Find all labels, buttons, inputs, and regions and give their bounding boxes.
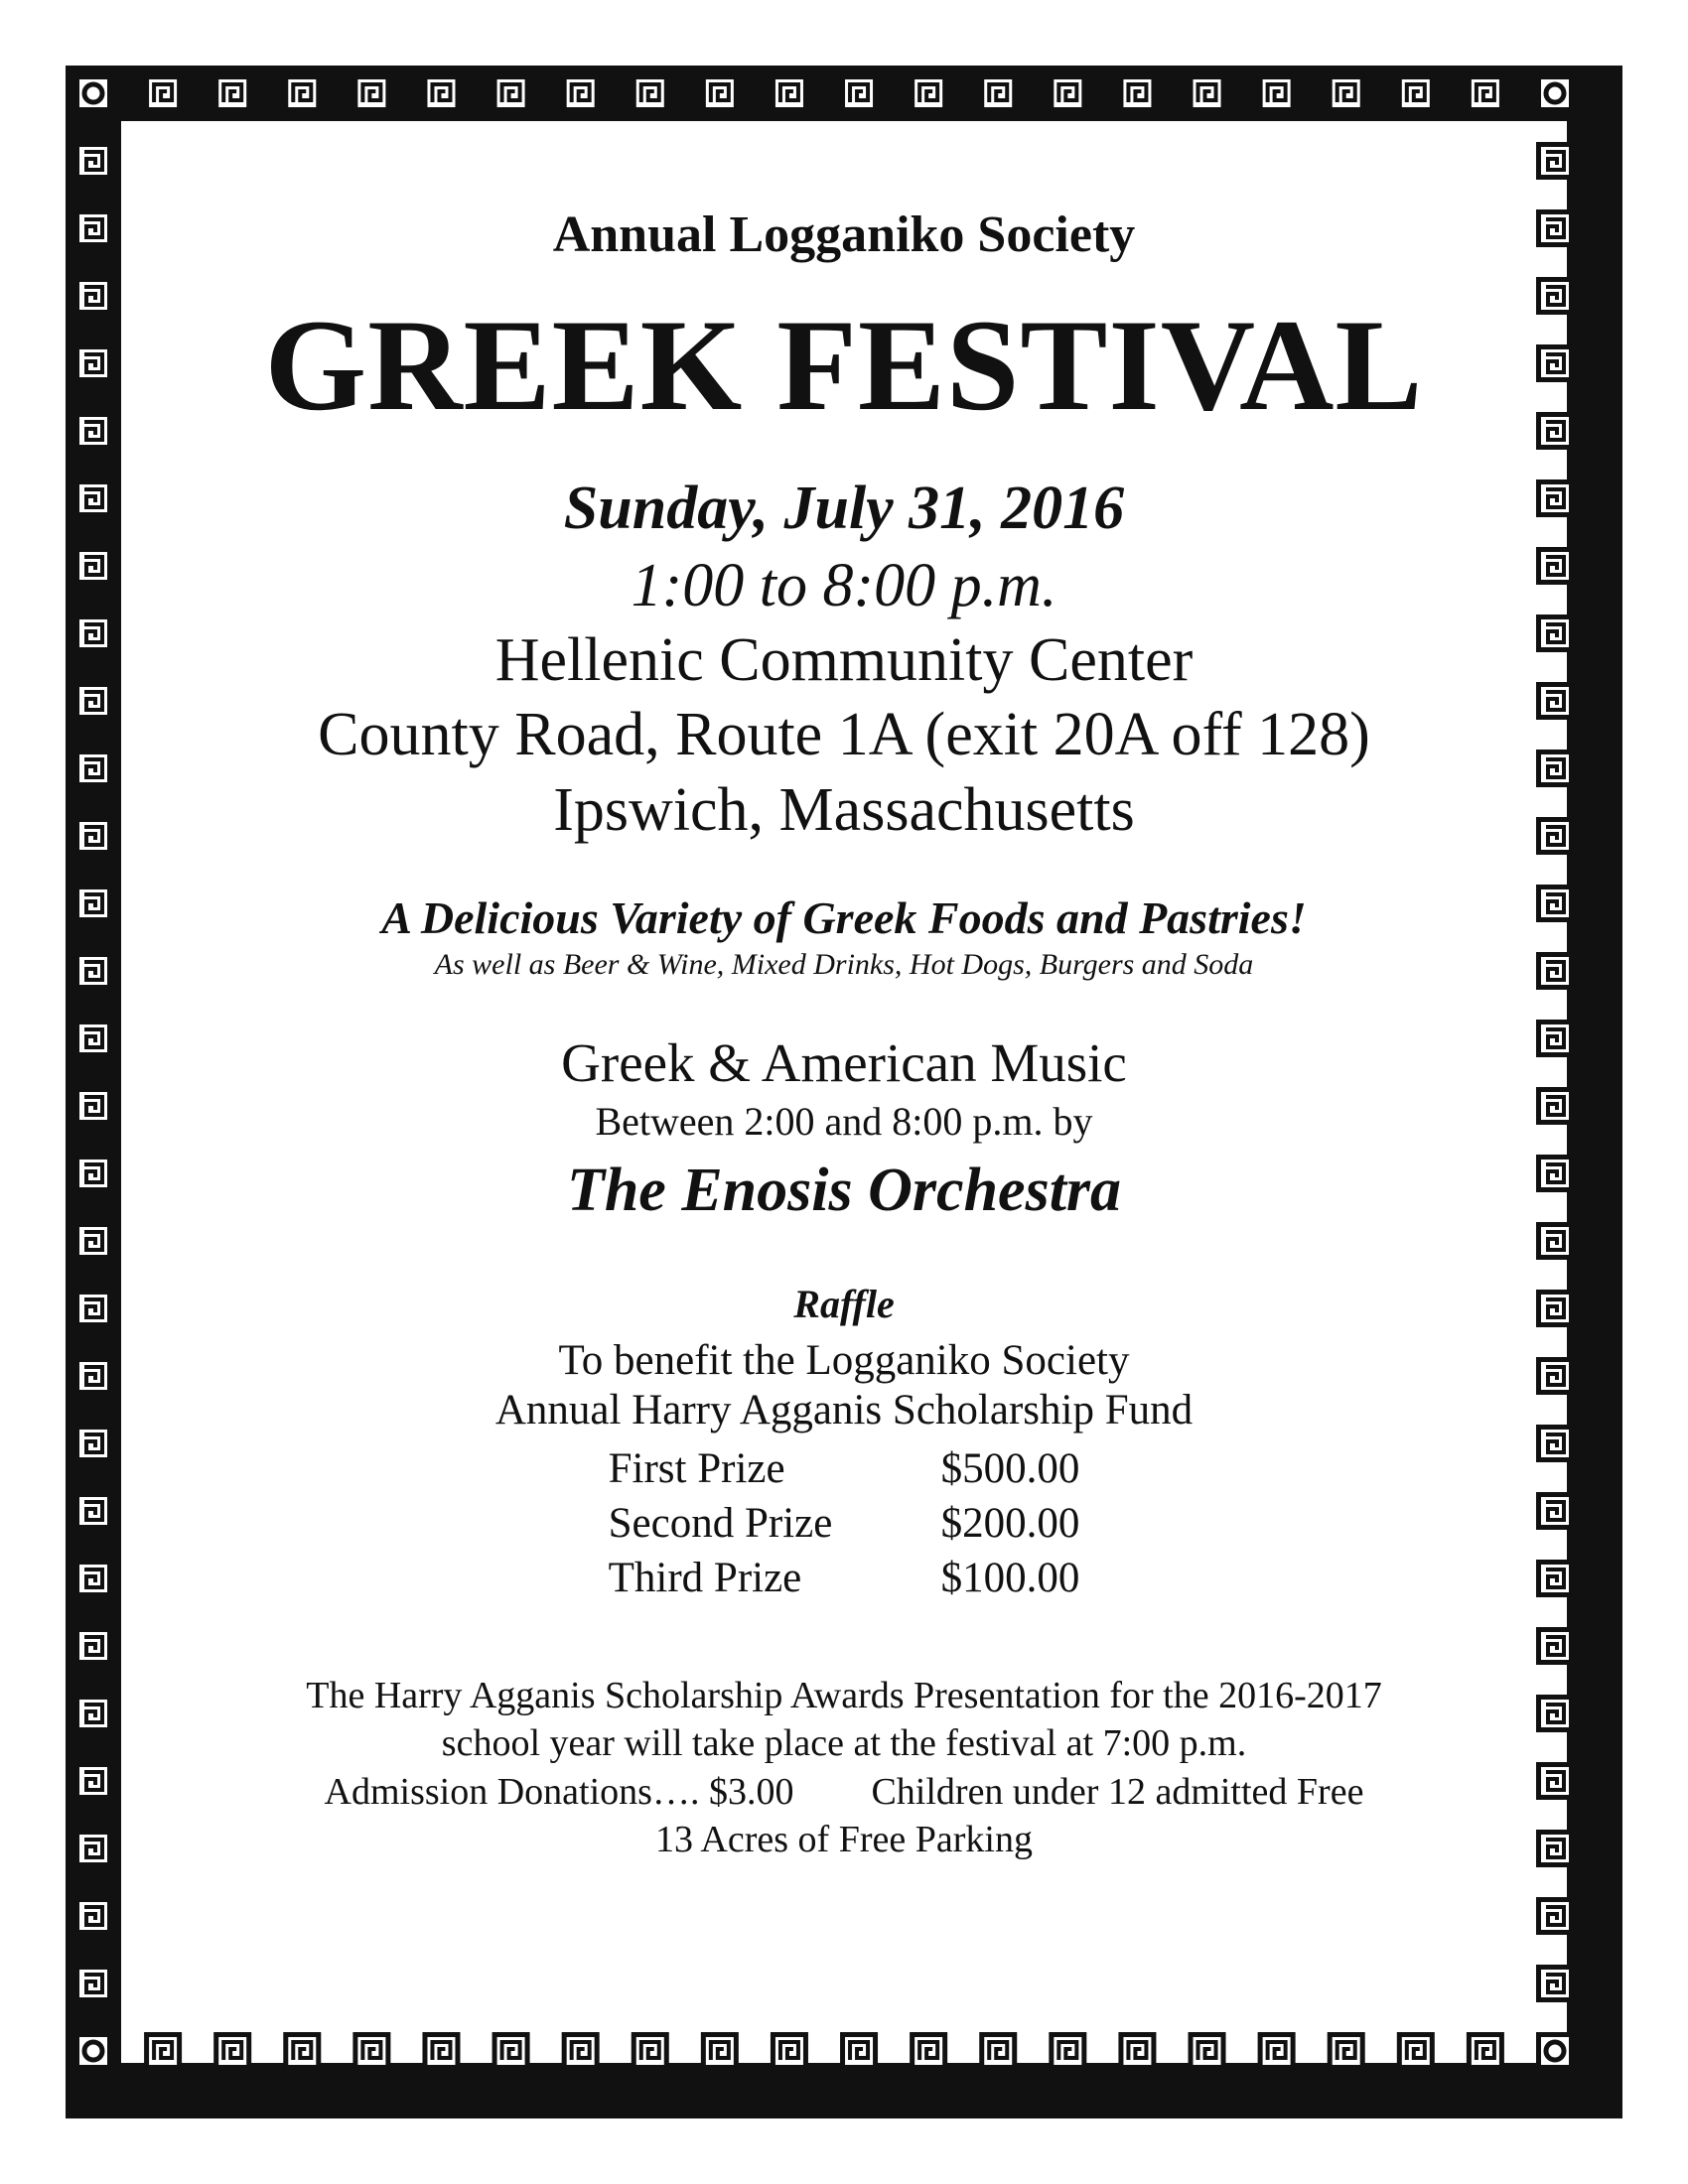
- greek-key-icon: [1539, 1833, 1572, 1865]
- greek-key-icon: [77, 212, 110, 245]
- greek-key-icon: [1539, 482, 1572, 515]
- greek-key-icon: [77, 280, 110, 313]
- greek-key-icon: [77, 415, 110, 448]
- greek-key-icon: [77, 1225, 110, 1258]
- greek-key-icon: [216, 2035, 249, 2068]
- greek-key-icon: [1539, 617, 1572, 650]
- greek-key-icon: [355, 2035, 388, 2068]
- greek-key-icon: [1399, 77, 1432, 110]
- children-free: Children under 12 admitted Free: [871, 1770, 1364, 1813]
- prize-amount: $100.00: [940, 1554, 1080, 1601]
- greek-key-icon: [913, 77, 945, 110]
- greek-key-icon: [77, 1293, 110, 1325]
- greek-key-icon: [703, 2035, 736, 2068]
- greek-key-icon: [1539, 1158, 1572, 1190]
- admission-line: [169, 1768, 1519, 1817]
- greek-key-icon: [286, 2035, 319, 2068]
- band-name: The Enosis Orchestra: [566, 1156, 1122, 1224]
- raffle-fund-line: Annual Harry Agganis Scholarship Fund: [494, 1387, 1194, 1434]
- prize-name: Second Prize: [608, 1500, 833, 1548]
- greek-key-icon: [843, 77, 876, 110]
- parking-line: 13 Acres of Free Parking: [655, 1819, 1033, 1861]
- greek-key-icon: [1539, 145, 1572, 178]
- greek-key-icon: [77, 1158, 110, 1190]
- greek-key-icon: [1191, 77, 1223, 110]
- greek-key-icon: [1052, 2035, 1084, 2068]
- award-line-2: school year will take place at the festival at 7:00 p.m.: [441, 1722, 1247, 1765]
- venue-road: County Road, Route 1A (exit 20A off 128): [318, 701, 1370, 769]
- greek-key-icon: [1539, 820, 1572, 853]
- greek-key-icon: [843, 2035, 876, 2068]
- greek-key-icon: [773, 77, 805, 110]
- event-time: 1:00 to 8:00 p.m.: [631, 551, 1057, 619]
- music-heading: Greek & American Music: [561, 1032, 1127, 1094]
- greek-key-icon: [564, 77, 597, 110]
- festival-title: GREEK FESTIVAL: [264, 292, 1424, 439]
- greek-key-icon: [286, 77, 319, 110]
- prize-name: First Prize: [608, 1445, 785, 1493]
- food-extras: As well as Beer & Wine, Mixed Drinks, Hot Dogs, Burgers and Soda: [434, 947, 1254, 981]
- greek-key-icon: [703, 77, 736, 110]
- greek-key-icon: [1539, 1023, 1572, 1055]
- admission-price: Admission Donations…. $3.00: [324, 1770, 794, 1813]
- prize-table: [609, 1442, 1080, 1605]
- music-time: Between 2:00 and 8:00 p.m. by: [595, 1098, 1093, 1144]
- corner-ring-icon: [77, 2035, 110, 2068]
- corner-ring-icon: [1539, 2035, 1572, 2068]
- greek-key-icon: [1539, 752, 1572, 785]
- greek-key-icon: [564, 2035, 597, 2068]
- greek-key-icon: [1539, 1428, 1572, 1460]
- greek-key-icon: [77, 1968, 110, 2000]
- venue-city: Ipswich, Massachusetts: [553, 775, 1135, 844]
- greek-key-icon: [1330, 2035, 1362, 2068]
- greek-key-icon: [1539, 1360, 1572, 1393]
- greek-key-icon: [147, 77, 180, 110]
- corner-ring-icon: [77, 77, 110, 110]
- greek-key-icon: [355, 77, 388, 110]
- greek-key-icon: [77, 1023, 110, 1055]
- greek-key-icon: [633, 2035, 666, 2068]
- greek-key-icon: [982, 2035, 1015, 2068]
- greek-key-icon: [1121, 2035, 1154, 2068]
- greek-key-icon: [147, 2035, 180, 2068]
- greek-key-icon: [1539, 415, 1572, 448]
- organizer-line: Annual Logganiko Society: [552, 206, 1136, 263]
- prize-name: Third Prize: [608, 1554, 802, 1601]
- greek-key-icon: [1539, 1225, 1572, 1258]
- greek-key-icon: [1539, 1765, 1572, 1798]
- greek-key-icon: [77, 145, 110, 178]
- greek-key-icon: [1260, 77, 1293, 110]
- event-date: Sunday, July 31, 2016: [563, 475, 1125, 543]
- food-headline: A Delicious Variety of Greek Foods and Pastries!: [381, 892, 1307, 944]
- greek-key-icon: [1539, 1900, 1572, 1933]
- greek-key-icon: [77, 1698, 110, 1730]
- greek-key-icon: [216, 77, 249, 110]
- raffle-benefit-line: To benefit the Logganiko Society: [558, 1336, 1130, 1384]
- greek-key-icon: [1539, 955, 1572, 988]
- greek-key-icon: [77, 752, 110, 785]
- greek-key-icon: [1539, 212, 1572, 245]
- greek-key-icon: [77, 820, 110, 853]
- greek-key-icon: [773, 2035, 805, 2068]
- greek-key-icon: [1469, 2035, 1501, 2068]
- greek-key-icon: [1539, 1090, 1572, 1123]
- greek-key-icon: [913, 2035, 945, 2068]
- greek-key-icon: [1539, 685, 1572, 718]
- greek-key-icon: [633, 77, 666, 110]
- greek-key-icon: [77, 1360, 110, 1393]
- greek-key-icon: [1539, 1698, 1572, 1730]
- greek-key-icon: [1539, 550, 1572, 583]
- greek-key-icon: [1330, 77, 1362, 110]
- greek-key-icon: [77, 1765, 110, 1798]
- prize-row: [609, 1442, 1080, 1497]
- greek-key-icon: [77, 955, 110, 988]
- greek-key-icon: [1052, 77, 1084, 110]
- greek-key-icon: [1539, 1630, 1572, 1663]
- greek-key-icon: [1539, 1293, 1572, 1325]
- greek-key-icon: [1539, 1968, 1572, 2000]
- greek-key-icon: [1260, 2035, 1293, 2068]
- prize-row: [609, 1552, 1080, 1606]
- award-line-1: The Harry Agganis Scholarship Awards Presentation for the 2016-2017: [306, 1674, 1382, 1716]
- prize-amount: $500.00: [940, 1445, 1080, 1493]
- greek-key-icon: [1539, 887, 1572, 920]
- greek-key-icon: [77, 347, 110, 380]
- prize-row: [609, 1497, 1080, 1552]
- greek-key-icon: [77, 1833, 110, 1865]
- greek-key-icon: [1191, 2035, 1223, 2068]
- greek-key-icon: [77, 1630, 110, 1663]
- greek-key-icon: [77, 1428, 110, 1460]
- greek-key-icon: [77, 887, 110, 920]
- greek-key-icon: [1399, 2035, 1432, 2068]
- greek-key-icon: [1121, 77, 1154, 110]
- greek-key-icon: [494, 2035, 527, 2068]
- greek-key-icon: [77, 550, 110, 583]
- greek-key-icon: [77, 1090, 110, 1123]
- greek-key-icon: [1469, 77, 1501, 110]
- greek-key-icon: [77, 685, 110, 718]
- venue-name: Hellenic Community Center: [494, 625, 1194, 694]
- raffle-heading: Raffle: [793, 1282, 895, 1327]
- greek-key-icon: [77, 1495, 110, 1528]
- prize-amount: $200.00: [940, 1500, 1080, 1548]
- greek-key-icon: [77, 1900, 110, 1933]
- flyer-content: [169, 189, 1519, 1864]
- greek-key-icon: [982, 77, 1015, 110]
- greek-key-icon: [1539, 1563, 1572, 1595]
- greek-key-icon: [425, 77, 458, 110]
- greek-key-icon: [494, 77, 527, 110]
- greek-key-icon: [1539, 280, 1572, 313]
- greek-key-icon: [77, 617, 110, 650]
- corner-ring-icon: [1539, 77, 1572, 110]
- greek-key-icon: [1539, 347, 1572, 380]
- greek-key-icon: [77, 482, 110, 515]
- greek-key-icon: [425, 2035, 458, 2068]
- greek-key-icon: [1539, 1495, 1572, 1528]
- greek-key-icon: [77, 1563, 110, 1595]
